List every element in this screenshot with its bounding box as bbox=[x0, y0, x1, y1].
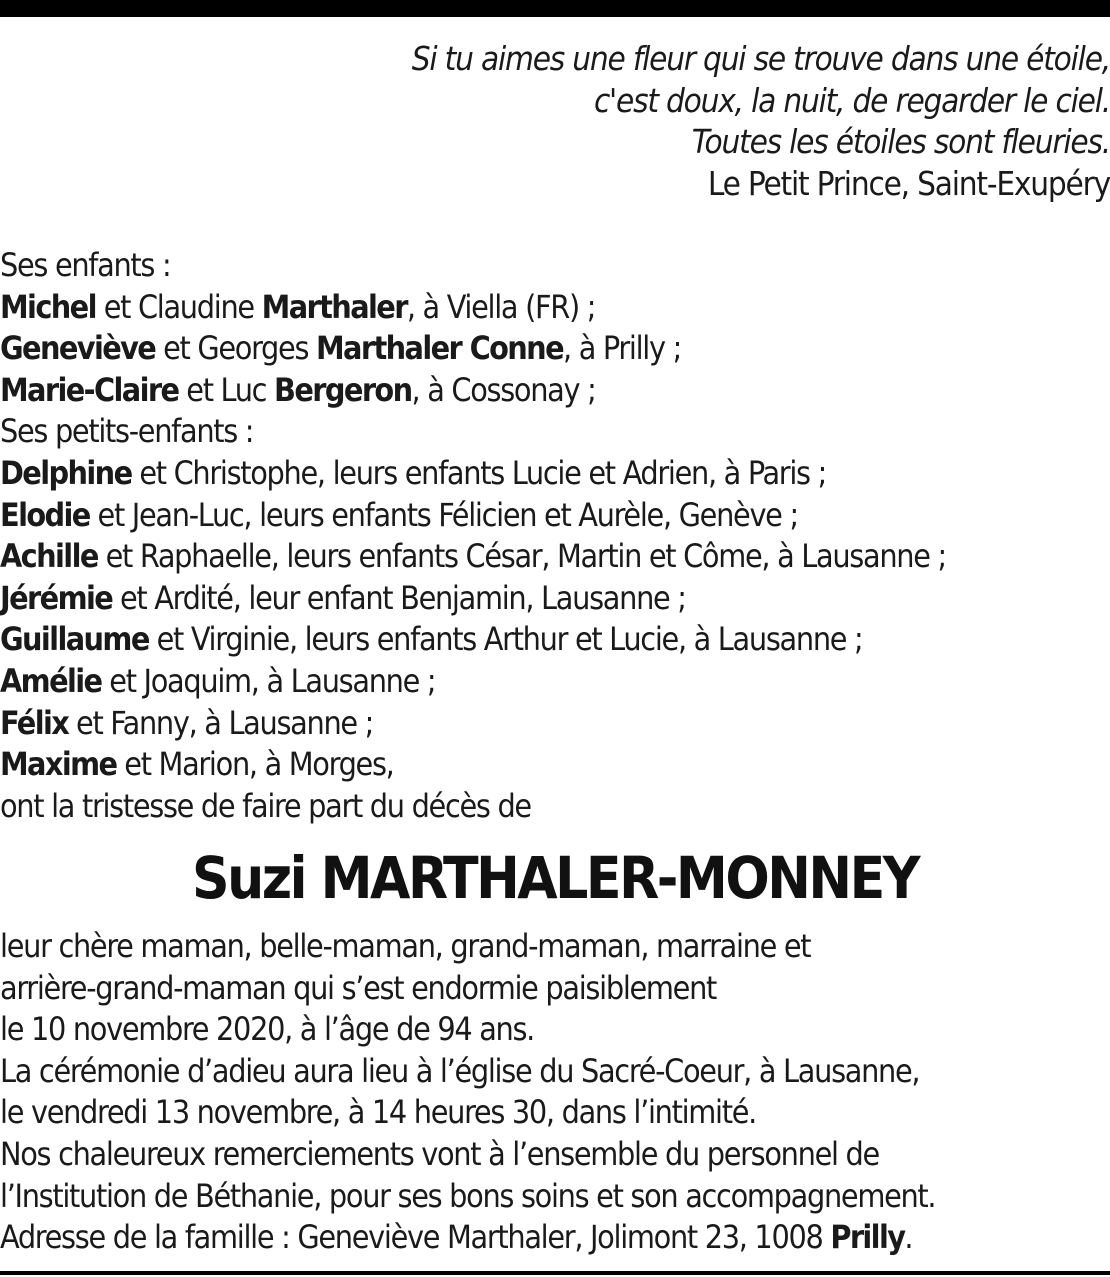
family-address bbox=[0, 1217, 1110, 1259]
epigraph-line: Toutes les étoiles sont fleuries. bbox=[691, 122, 1110, 161]
grandchild-entry bbox=[0, 495, 1110, 537]
child-partner: et Georges bbox=[155, 329, 316, 368]
child-first-name: Geneviève bbox=[0, 329, 156, 368]
notice-line: le vendredi 13 novembre, à 14 heures 30, dans l’intimité. bbox=[0, 1093, 756, 1132]
child-surname: Marthaler bbox=[261, 287, 407, 326]
grandchild-entry bbox=[0, 703, 1110, 745]
grandchild-name: Elodie bbox=[0, 495, 90, 534]
child-partner: et Claudine bbox=[95, 287, 262, 326]
deceased-name: Suzi MARTHALER-MONNEY bbox=[192, 844, 918, 912]
grandchild-details: et Joaquim, à Lausanne ; bbox=[101, 661, 436, 700]
address-city: Prilly bbox=[830, 1218, 905, 1257]
epigraph-line: c'est doux, la nuit, de regarder le ciel. bbox=[593, 80, 1110, 120]
grandchild-entry bbox=[0, 536, 1110, 578]
epigraph-attribution: Le Petit Prince, Saint-Exupéry bbox=[707, 163, 1110, 203]
notice-line: La cérémonie d’adieu aura lieu à l’église du Sacré-Coeur, à Lausanne, bbox=[0, 1051, 920, 1090]
grandchild-details: et Fanny, à Lausanne ; bbox=[68, 703, 374, 742]
grandchild-name: Jérémie bbox=[0, 578, 113, 617]
bottom-rule bbox=[0, 1271, 1110, 1275]
grandchild-entry bbox=[0, 578, 1110, 620]
grandchild-name: Achille bbox=[0, 537, 98, 576]
child-entry bbox=[0, 370, 1110, 412]
child-first-name: Michel bbox=[0, 287, 96, 326]
address-end: . bbox=[904, 1218, 913, 1257]
child-partner: et Luc bbox=[178, 370, 275, 409]
grandchild-details: et Raphaelle, leurs enfants César, Martin et Côme, à Lausanne ; bbox=[97, 537, 946, 576]
grandchild-entry bbox=[0, 661, 1110, 703]
epigraph-quote bbox=[110, 38, 1110, 204]
grandchild-entry bbox=[0, 453, 1110, 495]
child-location: , à Prilly ; bbox=[563, 329, 681, 368]
grandchildren-heading: Ses petits-enfants : bbox=[0, 412, 254, 451]
child-surname: Marthaler Conne bbox=[315, 329, 564, 368]
grandchild-details: et Jean-Luc, leurs enfants Félicien et Aurèle, Genève ; bbox=[89, 495, 798, 534]
child-location: , à Cossonay ; bbox=[411, 370, 596, 409]
grandchild-name: Félix bbox=[0, 703, 69, 742]
death-announcement: ont la tristesse de faire part du décès de bbox=[0, 786, 531, 825]
top-rule bbox=[0, 0, 1110, 17]
grandchild-details: et Christophe, leurs enfants Lucie et Adrien, à Paris ; bbox=[131, 453, 826, 492]
grandchild-entry bbox=[0, 744, 1110, 786]
grandchild-details: et Marion, à Morges, bbox=[116, 745, 394, 784]
child-location: , à Viella (FR) ; bbox=[406, 287, 596, 326]
grandchild-name: Delphine bbox=[0, 453, 132, 492]
notice-line: le 10 novembre 2020, à l’âge de 94 ans. bbox=[0, 1010, 535, 1049]
child-first-name: Marie-Claire bbox=[0, 370, 179, 409]
epigraph-line: Si tu aimes une fleur qui se trouve dans une étoile, bbox=[411, 39, 1110, 78]
grandchild-name: Guillaume bbox=[0, 620, 149, 659]
child-surname: Bergeron bbox=[274, 370, 412, 409]
grandchild-name: Maxime bbox=[0, 745, 117, 784]
children-heading: Ses enfants : bbox=[0, 246, 171, 284]
funeral-notice bbox=[0, 926, 1110, 1259]
grandchild-name: Amélie bbox=[0, 661, 102, 700]
grandchild-details: et Virginie, leurs enfants Arthur et Lucie, à Lausanne ; bbox=[148, 620, 863, 659]
child-entry bbox=[0, 287, 1110, 329]
notice-line: leur chère maman, belle-maman, grand-maman, marraine et bbox=[0, 927, 811, 965]
family-list bbox=[0, 245, 1110, 827]
grandchild-details: et Ardité, leur enfant Benjamin, Lausanne ; bbox=[112, 578, 686, 617]
grandchild-entry bbox=[0, 619, 1110, 661]
notice-line: Nos chaleureux remerciements vont à l’ensemble du personnel de bbox=[0, 1134, 879, 1173]
address-text: Adresse de la famille : Geneviève Marthaler, Jolimont 23, 1008 bbox=[0, 1218, 831, 1257]
notice-line: l’Institution de Béthanie, pour ses bons soins et son accompagnement. bbox=[0, 1176, 936, 1215]
child-entry bbox=[0, 328, 1110, 370]
notice-line: arrière-grand-maman qui s’est endormie paisiblement bbox=[0, 968, 717, 1007]
